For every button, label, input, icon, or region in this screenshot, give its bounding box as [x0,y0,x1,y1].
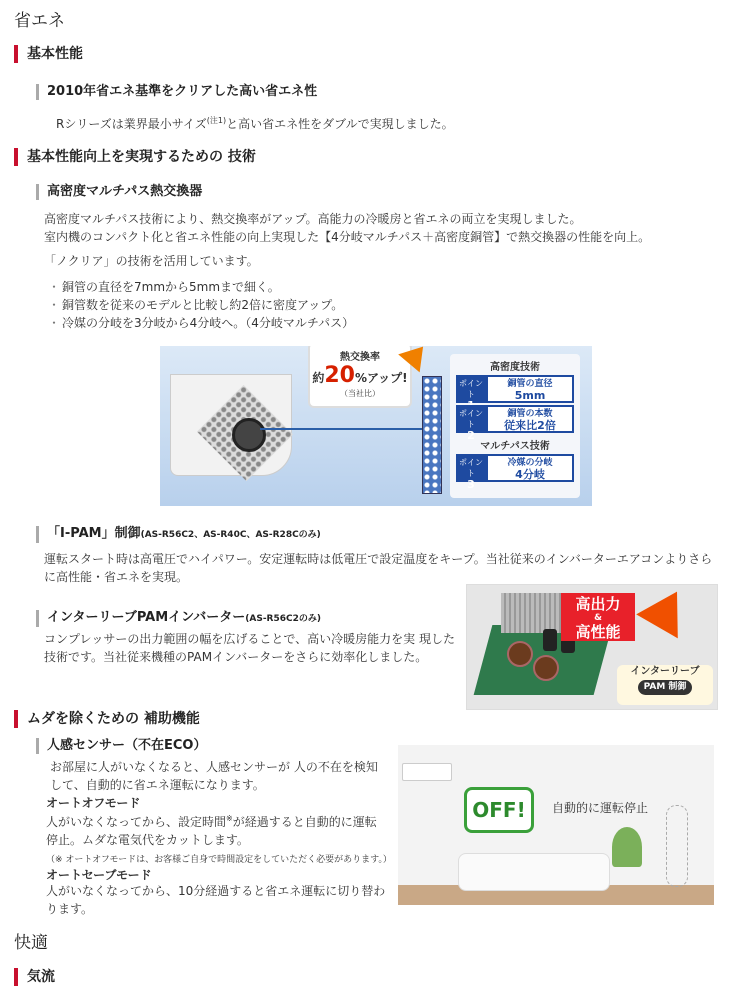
autosave-title: オートセーブモード [46,868,152,882]
bullet-item: ・ 銅管数を従来のモデルと比較し約2倍に密度アップ。 [48,296,354,314]
points-panel [450,354,580,498]
multipass-desc [44,210,650,246]
ampersand: & [594,613,602,623]
autooff-star: ※ [226,814,233,823]
pam-desc-line2: 技術です。当社従来機種のPAMインバーターをさらに効率化しました。 [44,650,428,664]
point-label: ポイント [459,458,483,478]
rate-post: %アップ! [354,371,408,385]
pam-models: (AS-R56C2のみ) [245,614,321,624]
point-label: ポイント [459,379,483,399]
auto-stop-room-image [398,745,714,905]
r-series-text-end: と高い省エネ性をダブルで実現しました。 [226,117,454,131]
bullet-list [48,278,354,332]
autooff-note: （※ オートオフモードは、お客様ご自身で時間設定をしていただく必要があります。） [46,855,392,865]
capacitor-illustration [543,629,557,651]
autooff-line1-a: 人がいなくなってから、設定時間 [46,815,227,829]
sensor-desc [50,758,378,794]
sofa-illustration [458,853,610,891]
panel-title-density: 高密度技術 [490,362,540,373]
rate-sub: （当社比） [340,389,380,398]
high-output-text: 高出力 [575,595,621,613]
subheading-pam [36,610,321,627]
point-value [486,405,574,433]
panel-title-multipass: マルチパス技術 [480,441,550,452]
coil-illustration [507,641,533,667]
rate-value [310,363,410,388]
point-number: 3 [467,478,475,491]
heading-auxiliary: ムダを除くための 補助機能 [14,710,200,728]
pam-desc-line1: コンプレッサーの出力範囲の幅を広げることで、高い冷暖房能力を実 現した [44,632,455,646]
ipam-title: 「I-PAM」制御 [47,526,141,541]
fan-illustration [232,418,266,452]
coil-illustration [533,655,559,681]
ipam-models: (AS-R56C2、AS-R40C、AS-R28Cのみ) [140,530,321,540]
high-output-box [561,593,635,641]
subheading-ipam [36,526,321,543]
up-arrow-icon [636,584,698,638]
autooff-desc [46,810,377,849]
autosave-desc [46,882,385,918]
indoor-unit-illustration [402,763,452,781]
pam-control-badge: PAM 制御 [638,680,693,695]
heat-exchanger-image [160,346,592,506]
interleave-label [617,665,713,705]
point-row [456,405,574,442]
auto-stop-text: 自動的に運転停止 [552,801,649,815]
noclear-text: 「ノクリア」の技術を活用しています。 [44,254,259,268]
autooff-line1-b: が経過すると自動的に運転 [232,815,377,829]
r-series-text [56,112,454,133]
multipass-desc-line2: 室内機のコンパクト化と省エネ性能の向上実現した【4分岐マルチパス＋高密度銅管】で熱交換器の性能を向上。 [44,230,651,244]
point-row [456,375,574,403]
ipam-desc [44,550,712,586]
pointer-line [260,428,440,430]
sensor-desc-line2: して、自動的に省エネ運転になります。 [50,778,265,792]
point-value [486,454,574,482]
rate-pre: 約 [312,371,325,385]
bullet-item: ・ 冷媒の分岐を3分岐から4分岐へ。（4分岐マルチパス） [48,314,354,332]
pam-inverter-image [466,584,718,710]
pam-title: インターリーブPAMインバーター [47,610,246,625]
off-badge: OFF! [464,787,534,833]
point-value [486,375,574,403]
note-1: (注1) [206,116,227,125]
point-number: 2 [467,429,475,442]
point-line2: 5mm [514,389,546,402]
sensor-desc-line1: お部屋に人がいなくなると、人感センサーが 人の不在を検知 [50,760,378,774]
r-series-text-main: Rシリーズは業界最小サイズ [56,117,207,131]
copper-tube-column [422,376,442,494]
section-title-energy: 省エネ [14,11,65,31]
rate-title: 熱交換率 [340,352,380,363]
plant-illustration [612,827,642,867]
section-title-comfort: 快適 [14,933,48,953]
point-badge [456,454,486,491]
autooff-desc-line1 [46,810,377,831]
point-badge [456,375,486,403]
autooff-desc-line2: 停止。ムダな電気代をカットします。 [46,833,249,847]
autosave-desc-line2: ります。 [46,902,94,916]
subheading-multipass: 高密度マルチパス熱交換器 [36,184,202,200]
ipam-desc-line2: に高性能・省エネを実現。 [44,570,189,584]
pam-desc [44,630,455,666]
high-performance-text: 高性能 [575,623,621,641]
heading-airflow: 気流 [14,968,55,986]
point-line2: 4分岐 [515,468,545,481]
point-badge [456,405,486,442]
point-line1: 銅管の直径 [507,379,553,389]
absent-person-illustration [666,805,688,887]
rate-number: 20 [324,363,355,388]
subheading-sensor: 人感センサー（不在ECO） [36,738,206,754]
autosave-desc-line1: 人がいなくなってから、10分経過すると省エネ運転に切り替わ [46,884,386,898]
heading-basic-performance: 基本性能 [14,45,83,63]
point-line2: 従来比2倍 [504,419,556,432]
point-line1: 銅管の本数 [507,409,553,419]
point-row [456,454,574,491]
multipass-desc-line1: 高密度マルチパス技術により、熱交換率がアップ。高能力の冷暖房と省エネの両立を実現しました。 [44,212,582,226]
ipam-desc-line1: 運転スタート時は高電圧でハイパワー。安定運転時は低電圧で設定温度をキープ。当社従来のインバーターエアコンよりさら [44,552,713,566]
interleave-text: インターリーブ [630,666,700,677]
point-label: ポイント [459,409,483,429]
point-line1: 冷媒の分岐 [507,458,553,468]
subheading-2010: 2010年省エネ基準をクリアした高い省エネ性 [36,84,317,100]
autooff-title: オートオフモード [46,796,141,810]
heading-tech: 基本性能向上を実現するための 技術 [14,148,256,166]
bullet-item: ・ 銅管の直径を7mmから5mmまで細く。 [48,278,354,296]
rate-box [308,346,412,408]
